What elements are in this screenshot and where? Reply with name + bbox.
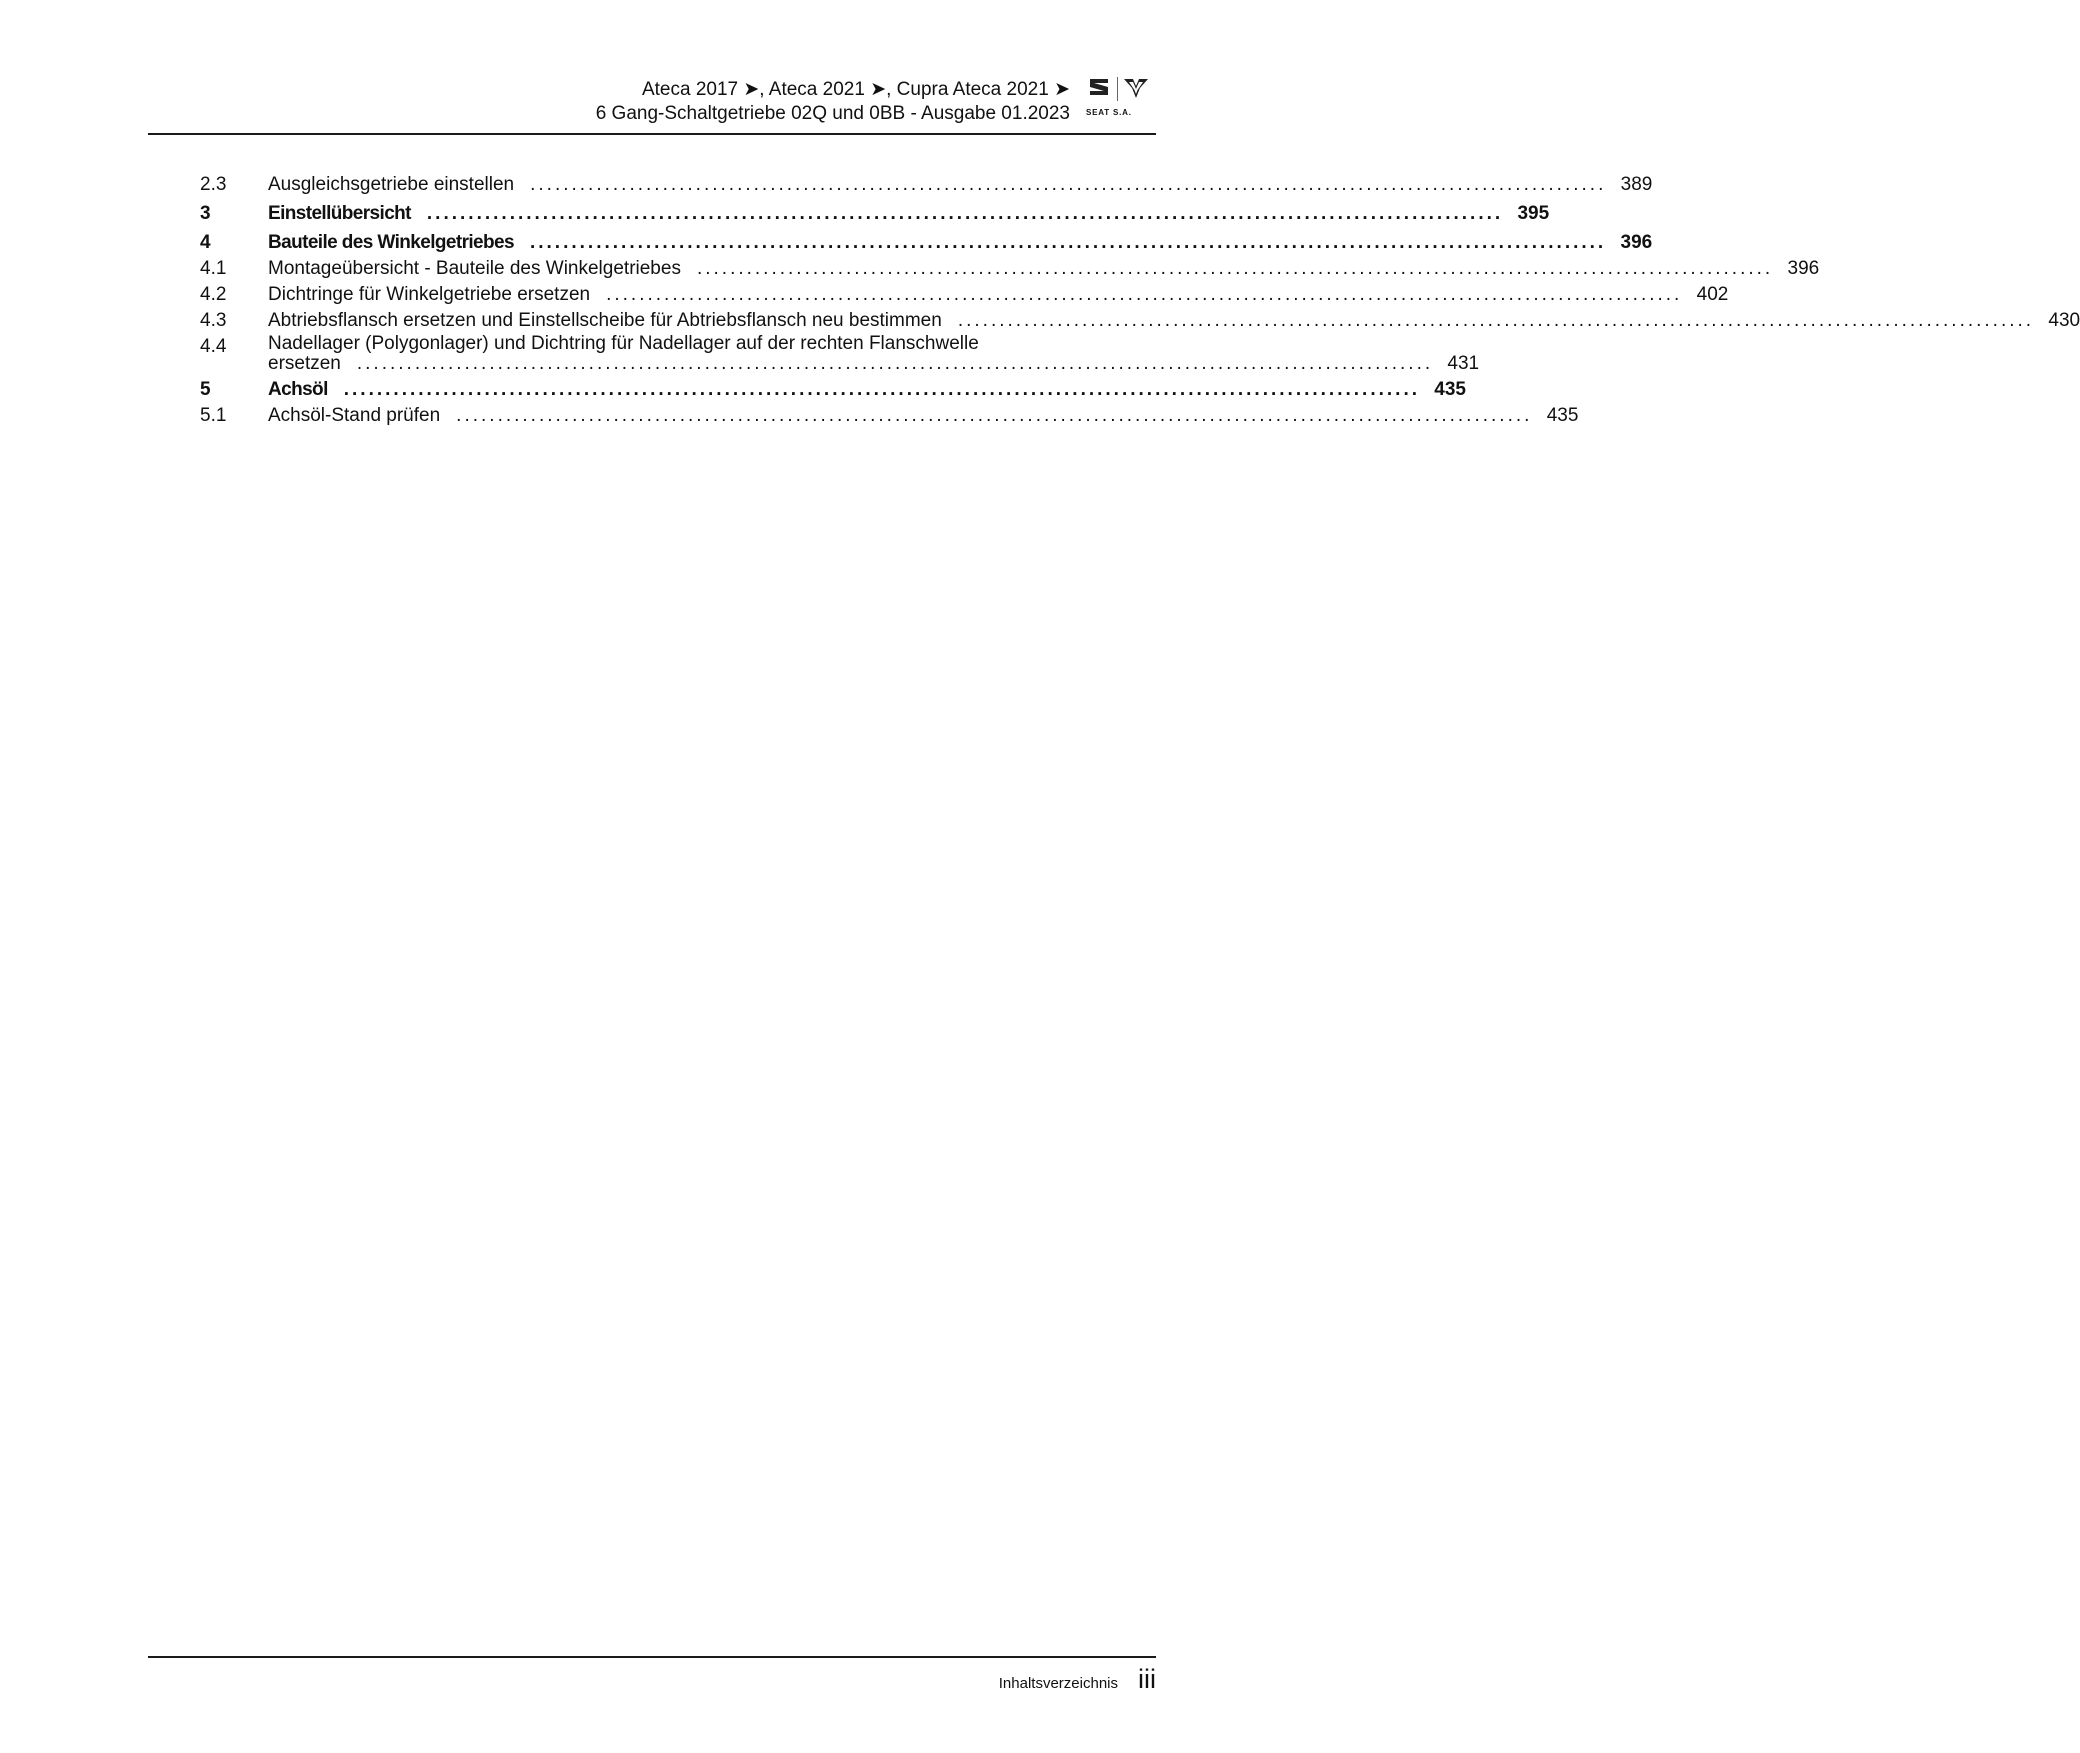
toc-leader-dots: .................................................................................................................................. bbox=[456, 405, 1533, 426]
cupra-logo-icon bbox=[1123, 76, 1149, 100]
toc-entry-page: 395 bbox=[1517, 203, 1550, 224]
toc-leader-dots: .................................................................................................................................. bbox=[606, 284, 1683, 305]
toc-entry-number: 4.2 bbox=[200, 284, 227, 305]
toc-entry-page: 431 bbox=[1447, 353, 1480, 374]
toc-entry-title: Abtriebsflansch ersetzen und Einstellscheibe für Abtriebsflansch neu bestimmen bbox=[268, 310, 942, 331]
table-of-contents bbox=[200, 172, 2080, 429]
toc-entry-page: 396 bbox=[1787, 258, 1820, 279]
seat-cupra-logo bbox=[1082, 76, 1156, 126]
header-vehicle-line: Ateca 2017 ➤, Ateca 2021 ➤, Cupra Ateca 2021 ➤ bbox=[641, 79, 1070, 100]
toc-entry-page: 396 bbox=[1620, 232, 1653, 253]
toc-leader-dots: .................................................................................................................................. bbox=[356, 353, 1434, 374]
seat-sa-label: SEAT S.A. bbox=[1086, 108, 1132, 117]
toc-entry-title: Bauteile des Winkelgetriebes bbox=[268, 232, 514, 253]
page-header bbox=[148, 78, 1156, 134]
toc-entry-number: 4.3 bbox=[200, 310, 227, 331]
header-manual-line: 6 Gang-Schaltgetriebe 02Q und 0BB - Ausgabe 01.2023 bbox=[595, 103, 1070, 124]
toc-entry-title-line2: ersetzen bbox=[268, 353, 341, 374]
toc-entry-number: 4.4 bbox=[200, 336, 227, 357]
footer-section-label: Inhaltsverzeichnis bbox=[998, 1675, 1118, 1692]
toc-entry-title: Achsöl-Stand prüfen bbox=[268, 405, 441, 426]
toc-entry-title: Achsöl bbox=[268, 379, 328, 400]
toc-leader-dots: .................................................................................................................................. bbox=[696, 258, 1774, 279]
toc-entry[interactable] bbox=[200, 256, 1820, 282]
toc-entry-title-block bbox=[268, 333, 1480, 374]
toc-entry-title: Montageübersicht - Bauteile des Winkelgetriebes bbox=[268, 258, 681, 279]
toc-entry-title-continuation bbox=[268, 353, 1480, 374]
toc-leader-dots: .................................................................................................................................. bbox=[343, 379, 1420, 400]
toc-entry-page: 435 bbox=[1546, 405, 1579, 426]
logo-separator bbox=[1117, 77, 1118, 101]
toc-entry-page: 435 bbox=[1434, 379, 1466, 400]
toc-entry-title: Ausgleichsgetriebe einstellen bbox=[268, 174, 515, 195]
seat-logo-icon bbox=[1088, 76, 1110, 98]
toc-entry-number: 5.1 bbox=[200, 405, 227, 426]
header-text bbox=[596, 78, 1070, 126]
footer-page-number: iii bbox=[1138, 1664, 1156, 1694]
toc-entry-page: 430 bbox=[2048, 310, 2080, 331]
toc-entry-title: Dichtringe für Winkelgetriebe ersetzen bbox=[268, 284, 591, 305]
toc-entry-page: 402 bbox=[1696, 284, 1729, 305]
toc-leader-dots: .................................................................................................................................. bbox=[530, 174, 1607, 195]
header-divider bbox=[148, 133, 1156, 135]
toc-entry[interactable] bbox=[200, 308, 2080, 334]
toc-entry-number: 4 bbox=[200, 232, 211, 253]
toc-chapter-entry[interactable] bbox=[200, 201, 1550, 227]
toc-entry[interactable] bbox=[200, 172, 1653, 198]
toc-entry-number: 2.3 bbox=[200, 174, 227, 195]
toc-entry[interactable] bbox=[200, 403, 1579, 429]
toc-entry-number: 4.1 bbox=[200, 258, 227, 279]
toc-entry[interactable] bbox=[200, 333, 1480, 374]
footer-divider bbox=[148, 1656, 1156, 1658]
toc-leader-dots: .................................................................................................................................. bbox=[529, 232, 1607, 253]
toc-entry-title: Nadellager (Polygonlager) und Dichtring für Nadellager auf der rechten Flanschwelle bbox=[268, 333, 979, 354]
toc-leader-dots: .................................................................................................................................. bbox=[426, 203, 1504, 224]
toc-chapter-entry[interactable] bbox=[200, 230, 1653, 256]
toc-entry[interactable] bbox=[200, 282, 1729, 308]
toc-entry-page: 389 bbox=[1620, 174, 1653, 195]
toc-entry-number: 3 bbox=[200, 203, 211, 224]
toc-chapter-entry[interactable] bbox=[200, 377, 1466, 403]
toc-leader-dots: .................................................................................................................................. bbox=[957, 310, 2035, 331]
toc-entry-number: 5 bbox=[200, 379, 211, 400]
toc-entry-title: Einstellübersicht bbox=[268, 203, 411, 224]
